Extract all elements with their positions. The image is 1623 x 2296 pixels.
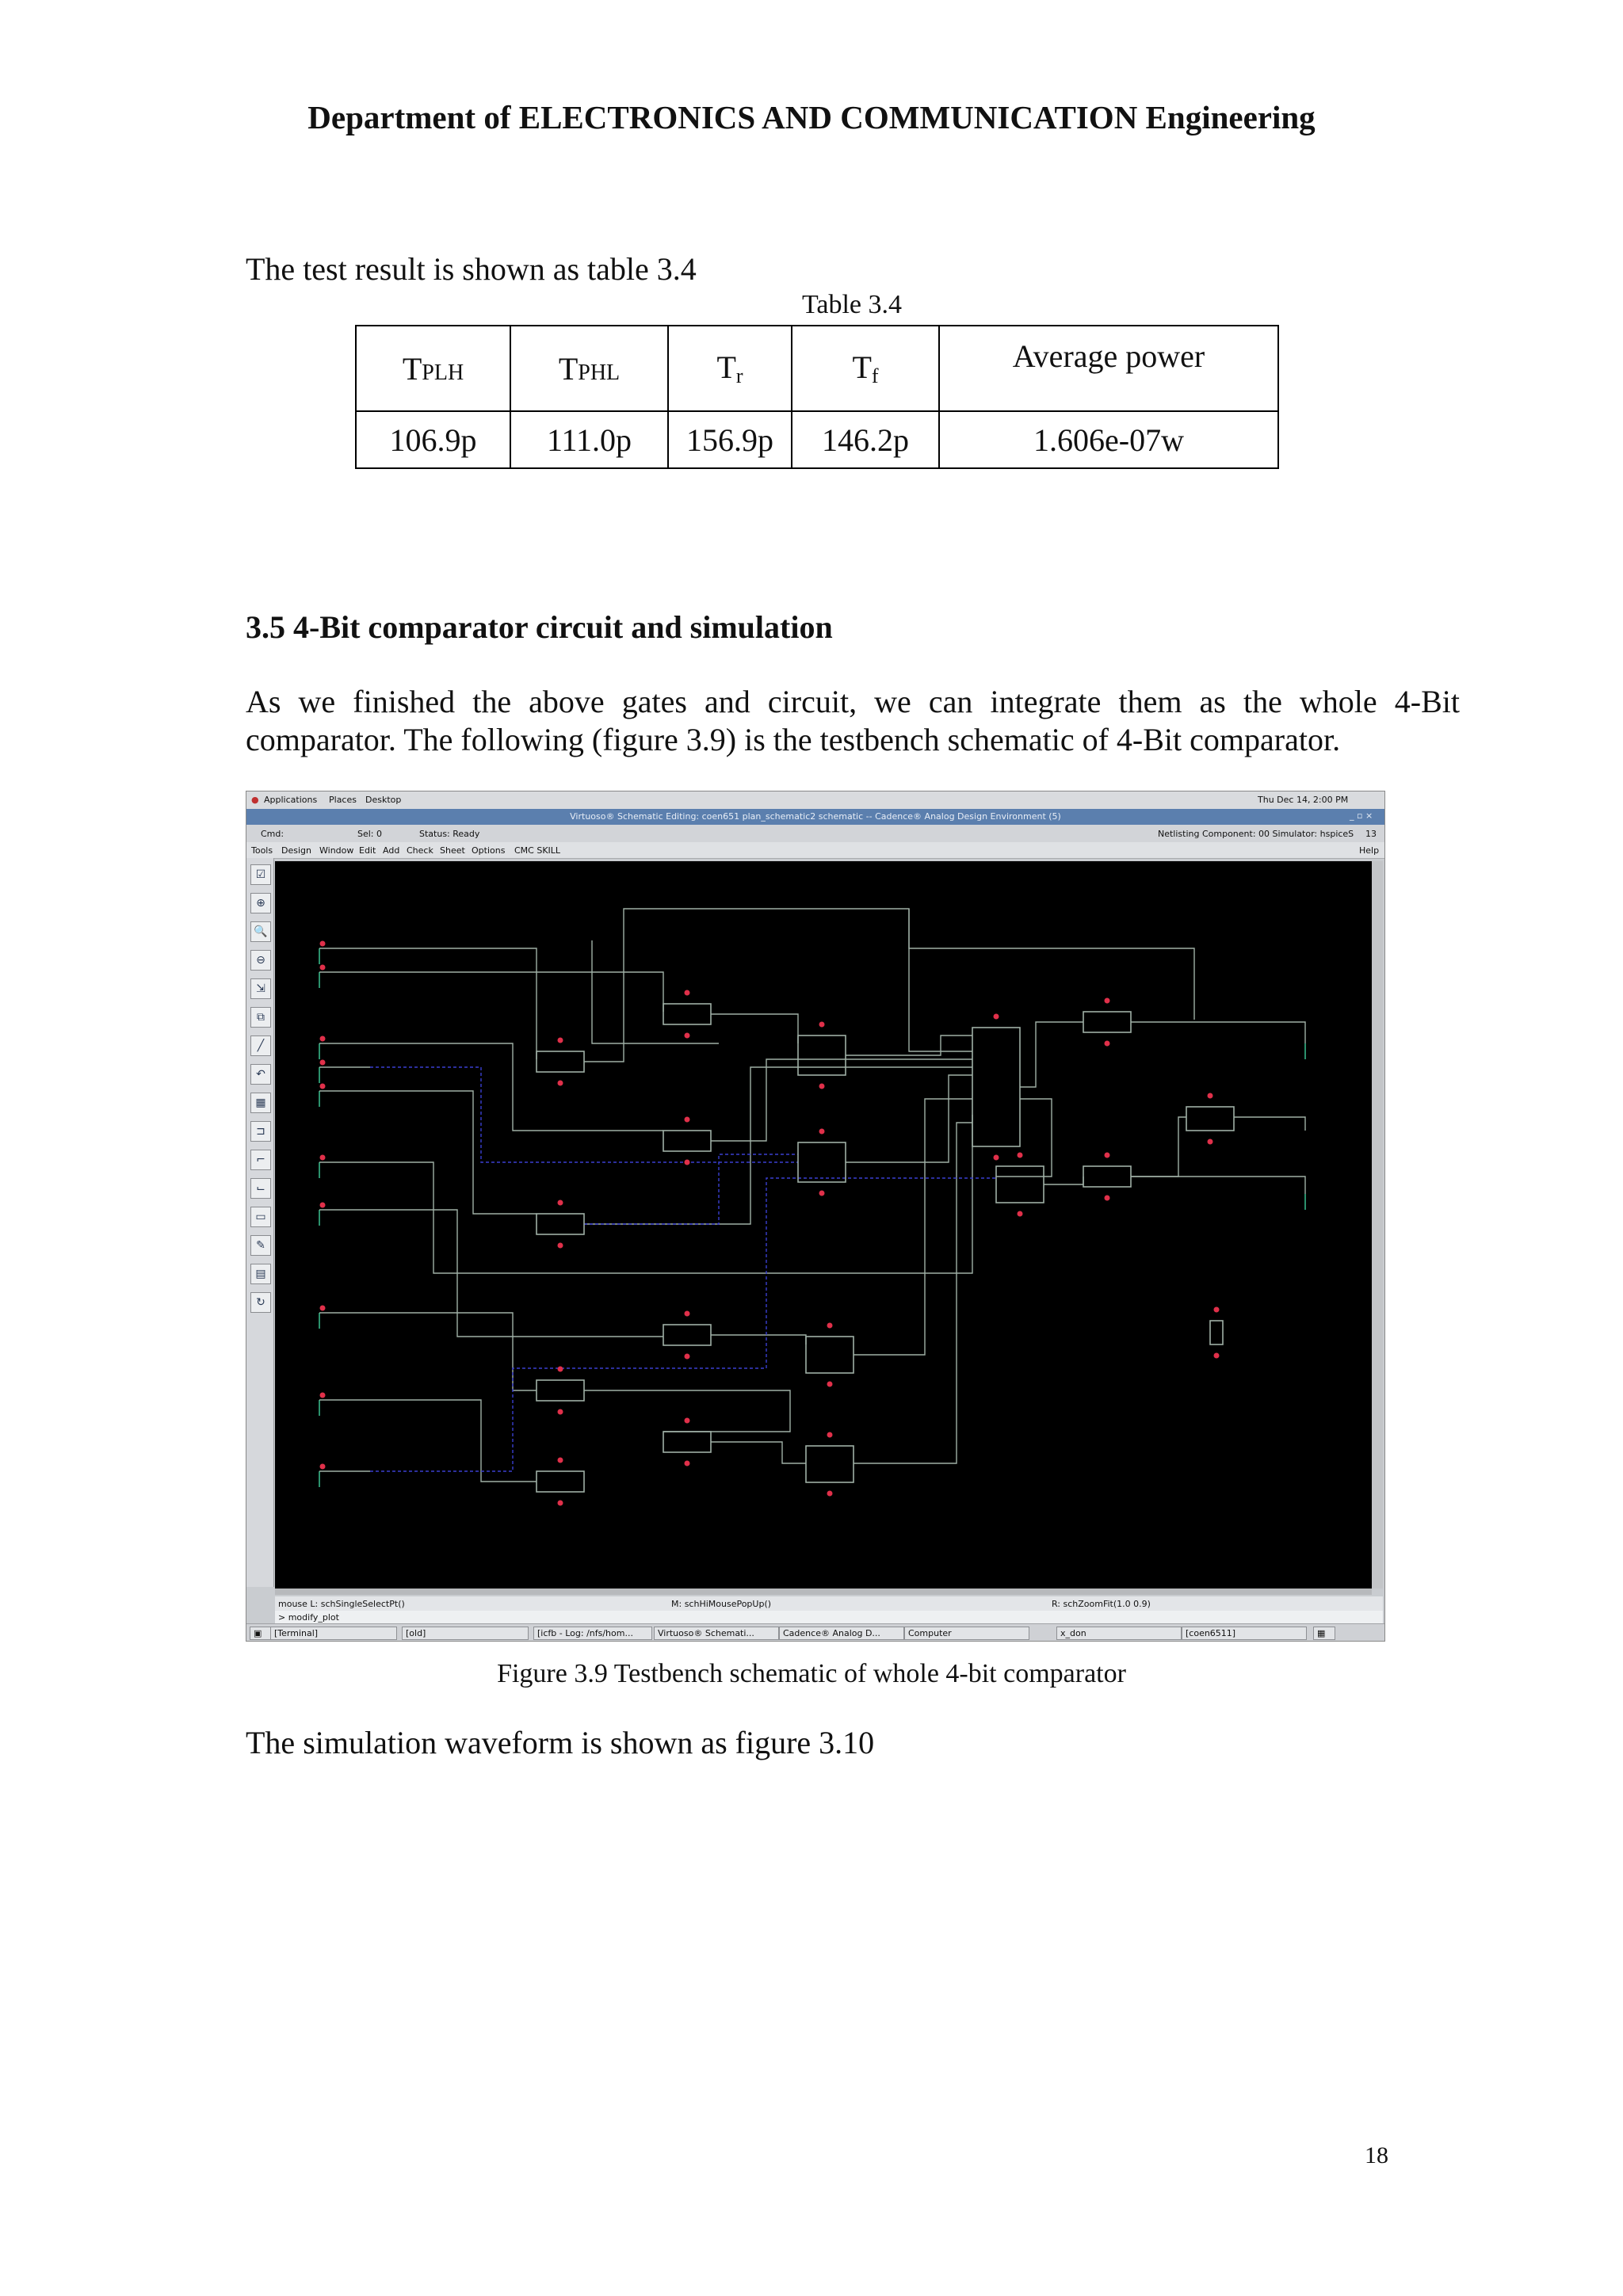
wire [854, 1099, 972, 1355]
window-title: Virtuoso® Schematic Editing: coen651 plan_schematic2 schematic -- Cadence® Analog Design Environment (5) [570, 811, 1061, 822]
schematic-screenshot [246, 791, 1385, 1642]
horizontal-scrollbar[interactable] [275, 1589, 1372, 1595]
instance-icon[interactable]: ⊐ [250, 1121, 271, 1142]
gate-block [663, 1131, 711, 1151]
task-coen6511[interactable]: [coen6511] [1182, 1627, 1307, 1640]
pin-marker [320, 1036, 326, 1042]
paragraph-line-1: As we finished the above gates and circuit, we can integrate them as the whole 4-Bit [246, 684, 1460, 719]
redhat-icon: ● [251, 795, 259, 805]
pin-marker [320, 941, 326, 947]
pin-marker [1214, 1353, 1220, 1359]
table-caption: Table 3.4 [801, 290, 903, 319]
header-tr: Tr [668, 326, 792, 411]
pin-marker [1105, 998, 1110, 1004]
applications-menu[interactable]: Applications [264, 795, 318, 805]
pin-marker [1105, 1041, 1110, 1047]
wire [584, 1390, 790, 1432]
pin-marker [819, 1022, 825, 1028]
wire [584, 1067, 972, 1224]
menu-bar [246, 842, 1384, 859]
value-tplh: 106.9p [356, 411, 510, 468]
gate-block [806, 1337, 854, 1373]
header-tphl: TPHL [510, 326, 668, 411]
gate-block [972, 1028, 1020, 1146]
undo-icon[interactable]: ↶ [250, 1064, 271, 1085]
gate-block [537, 1380, 584, 1401]
status-state: Status: Ready [419, 829, 480, 839]
wire [584, 909, 972, 1062]
wire [711, 1335, 806, 1344]
rotate-icon[interactable]: ↻ [250, 1292, 271, 1313]
mouse-right-binding: R: schZoomFit(1.0 0.9) [1052, 1599, 1151, 1609]
pin-marker [1208, 1093, 1213, 1099]
wire [996, 1099, 1052, 1177]
wire [1131, 1177, 1305, 1194]
menu-check[interactable]: Check [407, 845, 433, 856]
header-tplh: TPLH [356, 326, 510, 411]
pin-marker [558, 1501, 563, 1506]
gate-block [663, 1004, 711, 1024]
window-titlebar [246, 809, 1384, 825]
status-netlisting: Netlisting Component: 00 Simulator: hspiceS [1158, 829, 1354, 839]
window-controls-icon[interactable]: _ ▫ × [1350, 810, 1373, 821]
stretch-icon[interactable]: ⇲ [250, 978, 271, 999]
schematic-canvas[interactable] [275, 861, 1372, 1589]
desktop-topbar [246, 791, 1384, 810]
mouse-bindings-row [275, 1596, 1383, 1611]
gate-block [798, 1142, 846, 1182]
pin-marker [1018, 1211, 1023, 1217]
task-icfb-log[interactable]: [icfb - Log: /nfs/hom... [533, 1627, 652, 1640]
save-icon[interactable]: ⊕ [250, 893, 271, 913]
gate-block [996, 1166, 1044, 1203]
menu-help[interactable]: Help [1359, 845, 1380, 856]
page-header: Department of ELECTRONICS AND COMMUNICATION Engineering [307, 99, 1316, 135]
status-row [246, 825, 1384, 843]
wire [909, 909, 1194, 1020]
wire [370, 948, 537, 1059]
pin-marker [1105, 1153, 1110, 1158]
pin-marker [827, 1323, 833, 1329]
window-icon[interactable]: ▤ [250, 1264, 271, 1284]
value-tphl: 111.0p [510, 411, 668, 468]
clock: Thu Dec 14, 2:00 PM [1258, 795, 1349, 805]
table-header-row [356, 326, 1278, 411]
header-tf: Tf [792, 326, 939, 411]
pin-marker [685, 1354, 690, 1360]
desktop-menu[interactable]: Desktop [365, 795, 402, 805]
wire [370, 1043, 663, 1131]
taskbar [246, 1623, 1384, 1642]
wire [846, 1075, 972, 1162]
pin-marker [1018, 1153, 1023, 1158]
pin-marker [320, 965, 326, 971]
pin-marker [558, 1081, 563, 1086]
wire [592, 940, 719, 1043]
pin-markers [320, 941, 1220, 1506]
wire [1044, 1177, 1083, 1184]
pin-marker [819, 1191, 825, 1196]
status-cmd: Cmd: [261, 829, 285, 839]
menu-window[interactable]: Window [319, 845, 354, 856]
gate-block [806, 1446, 854, 1482]
pin-marker [1105, 1196, 1110, 1201]
wire [711, 1014, 798, 1043]
gate-block [798, 1035, 846, 1075]
gate-block [537, 1471, 584, 1492]
paragraph-line-2: comparator. The following (figure 3.9) is the testbench schematic of 4-Bit comparator. [246, 722, 1341, 757]
wire [854, 1123, 972, 1463]
intro-text: The test result is shown as table 3.4 [246, 251, 697, 287]
copy-icon[interactable]: ⧉ [250, 1007, 271, 1028]
task-old[interactable]: [old] [402, 1627, 529, 1640]
pin-marker [320, 1464, 326, 1470]
task-cadence[interactable]: Cadence® Analog D... [779, 1627, 904, 1640]
wire [711, 1442, 806, 1463]
vertical-scrollbar[interactable] [1372, 861, 1383, 1589]
pin-marker [685, 1160, 690, 1165]
wire [370, 1313, 537, 1390]
show-desktop-icon[interactable]: ▣ [250, 1627, 272, 1640]
pin-marker [320, 1306, 326, 1311]
closing-text: The simulation waveform is shown as figure 3.10 [246, 1725, 875, 1760]
gate-block [1186, 1107, 1234, 1131]
menu-sheet[interactable]: Sheet [440, 845, 465, 856]
pin-marker [819, 1084, 825, 1089]
mouse-middle-binding: M: schHiMousePopUp() [671, 1599, 772, 1609]
gate-block [537, 1214, 584, 1234]
property-icon[interactable]: ▦ [250, 1093, 271, 1113]
menu-design[interactable]: Design [281, 845, 311, 856]
pin-marker [558, 1243, 563, 1249]
wire [370, 1091, 537, 1214]
pin-marker [320, 1155, 326, 1161]
pin-marker [685, 1117, 690, 1123]
pin-marker [685, 990, 690, 996]
task-x-don[interactable]: x_don [1056, 1627, 1182, 1640]
value-average-power: 1.606e-07w [939, 411, 1278, 468]
check-save-icon[interactable]: ☑ [250, 864, 271, 885]
places-menu[interactable]: Places [329, 795, 357, 805]
wire [1131, 1022, 1305, 1043]
pin-marker [320, 1060, 326, 1066]
pin-marker [320, 1203, 326, 1208]
value-tr: 156.9p [668, 411, 792, 468]
task-virtuoso[interactable]: Virtuoso® Schemati... [654, 1627, 779, 1640]
menu-add[interactable]: Add [383, 845, 400, 856]
pin-marker [320, 1393, 326, 1398]
gate-block [663, 1432, 711, 1452]
pin-marker [320, 1084, 326, 1089]
status-number: 13 [1365, 829, 1377, 839]
workspace-switcher-icon[interactable]: ▦ [1313, 1627, 1335, 1640]
wire [1234, 1117, 1305, 1131]
schematic-drawing [275, 861, 1372, 1589]
pin-marker [558, 1409, 563, 1415]
wire [1131, 1117, 1186, 1177]
menu-cmc-skill[interactable]: CMC SKILL [514, 845, 561, 856]
status-sel: Sel: 0 [357, 829, 383, 839]
wire [1020, 1022, 1083, 1087]
command-text: > modify_plot [278, 1612, 339, 1623]
pin-marker [685, 1311, 690, 1317]
menu-options[interactable]: Options [472, 845, 506, 856]
label-icon[interactable]: ▭ [250, 1207, 271, 1227]
section-title: 3.5 4-Bit comparator circuit and simulation [246, 609, 833, 645]
pin-marker [994, 1014, 999, 1020]
table-value-row [356, 411, 1278, 468]
pin-marker [558, 1038, 563, 1043]
pin-marker [685, 1418, 690, 1424]
wire [370, 1400, 537, 1482]
wire [370, 1067, 798, 1162]
menu-tools[interactable]: Tools [251, 845, 273, 856]
header-average-power: Average power [939, 326, 1278, 411]
pin-marker [827, 1432, 833, 1438]
pin-marker [827, 1382, 833, 1387]
gate-block [537, 1051, 584, 1072]
wire-narrow-icon[interactable]: ⌙ [250, 1178, 271, 1199]
zoom-out-icon[interactable]: ⊖ [250, 950, 271, 971]
task-terminal[interactable]: [Terminal] [270, 1627, 397, 1640]
pin-marker [558, 1367, 563, 1372]
pin-marker [558, 1200, 563, 1206]
pin-marker [685, 1033, 690, 1039]
results-table [355, 325, 1279, 469]
mouse-left-binding: mouse L: schSingleSelectPt() [278, 1599, 405, 1609]
pin-marker [1214, 1307, 1220, 1313]
figure-caption: Figure 3.9 Testbench schematic of whole 4-bit comparator [497, 1659, 1126, 1688]
gate-block [1210, 1321, 1223, 1344]
task-computer[interactable]: Computer [904, 1627, 1029, 1640]
wire-icon[interactable]: ╱ [250, 1035, 271, 1056]
pin-marker [827, 1491, 833, 1497]
menu-edit[interactable]: Edit [359, 845, 376, 856]
pin-marker [1208, 1139, 1213, 1145]
pin-marker [819, 1129, 825, 1135]
pin-icon[interactable]: ⌐ [250, 1150, 271, 1170]
pin-marker [558, 1458, 563, 1463]
tool-palette [246, 858, 274, 1587]
pin-marker [685, 1461, 690, 1466]
pin-marker [994, 1155, 999, 1161]
zoom-in-icon[interactable]: 🔍 [250, 921, 271, 942]
delete-icon[interactable]: ✎ [250, 1235, 271, 1256]
wire [370, 972, 663, 1012]
command-line[interactable] [275, 1611, 1383, 1623]
schematic-wires [319, 909, 1305, 1487]
wire [370, 1115, 972, 1273]
gate-block [1083, 1166, 1131, 1187]
logic-gate-blocks [537, 1004, 1234, 1492]
value-tf: 146.2p [792, 411, 939, 468]
gate-block [1083, 1012, 1131, 1032]
page-number: 18 [1365, 2142, 1388, 2168]
gate-block [663, 1325, 711, 1345]
